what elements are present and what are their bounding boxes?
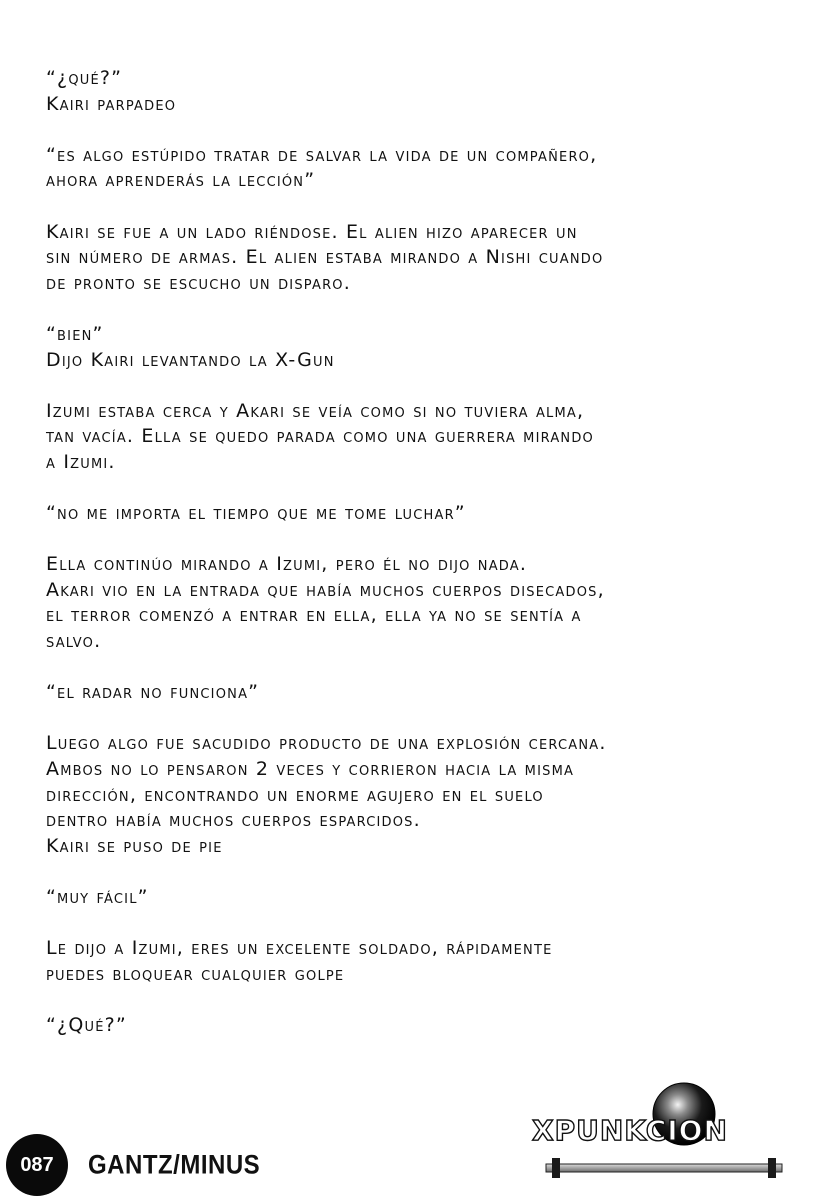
story-line: Dijo Kairi levantando la X-Gun [46,348,335,371]
story-line: Le dijo a Izumi, eres un excelente soldado, rápidamente [46,937,553,960]
paragraph-gap [46,194,806,220]
paragraph-gap [46,117,806,143]
story-line: Ambos no lo pensaron 2 veces y corrieron hacia la misma [46,758,575,781]
paragraph-gap [46,655,806,681]
logo-text: XPUNKCION [532,1114,728,1147]
story-line: el terror comenzó a entrar en ella, ella ya no se sentía a [46,604,582,627]
story-line: a Izumi. [46,450,116,473]
story-line: dentro había muchos cuerpos esparcidos. [46,809,421,832]
story-line: “es algo estúpido tratar de salvar la vida de un compañero, [46,143,598,166]
logo-graphic [528,1078,800,1188]
story-line: “¿qué?” [46,67,123,89]
page-number: 087 [20,1153,54,1176]
story-line: puedes bloquear cualquier golpe [46,962,345,985]
paragraph-gap [46,706,806,732]
story-line: Kairi se puso de pie [46,834,223,857]
paragraph-gap [46,476,806,502]
story-line: Ella continúo mirando a Izumi, pero él no dijo nada. [46,553,528,576]
story-line: salvo. [46,630,102,653]
story-line: Akari vio en la entrada que había muchos cuerpos disecados, [46,578,605,601]
story-line: “el radar no funciona” [46,681,260,704]
story-line: Kairi se fue a un lado riéndose. El alien hizo aparecer un [46,220,578,243]
story-line: Kairi parpadeo [46,92,177,115]
paragraph-gap [46,373,806,399]
paragraph-gap [46,987,806,1013]
story-line: tan vacía. Ella se quedo parada como una guerrera mirando [46,425,594,448]
story-line: “bien” [46,322,104,345]
story-line: ahora aprenderás la lección” [46,169,316,192]
story-line: sin número de armas. El alien estaba mirando a Nishi cuando [46,246,604,269]
page-number-badge [6,1134,68,1196]
paragraph-gap [46,296,806,322]
story-line: Izumi estaba cerca y Akari se veía como si no tuviera alma, [46,399,585,422]
paragraph-gap [46,527,806,553]
story-line: “no me importa el tiempo que me tome luchar” [46,502,466,525]
story-text [46,66,806,1039]
story-line: “muy fácil” [46,886,149,908]
story-line: de pronto se escucho un disparo. [46,271,351,294]
paragraph-gap [46,859,806,885]
story-line: Luego algo fue sacudido producto de una explosión cercana. [46,732,607,755]
story-line: dirección, encontrando un enorme agujero en el suelo [46,783,544,806]
series-title: GANTZ/MINUS [88,1150,261,1181]
story-line: “¿Qué?” [46,1013,127,1036]
xpunkcion-logo [528,1078,800,1188]
paragraph-gap [46,911,806,937]
